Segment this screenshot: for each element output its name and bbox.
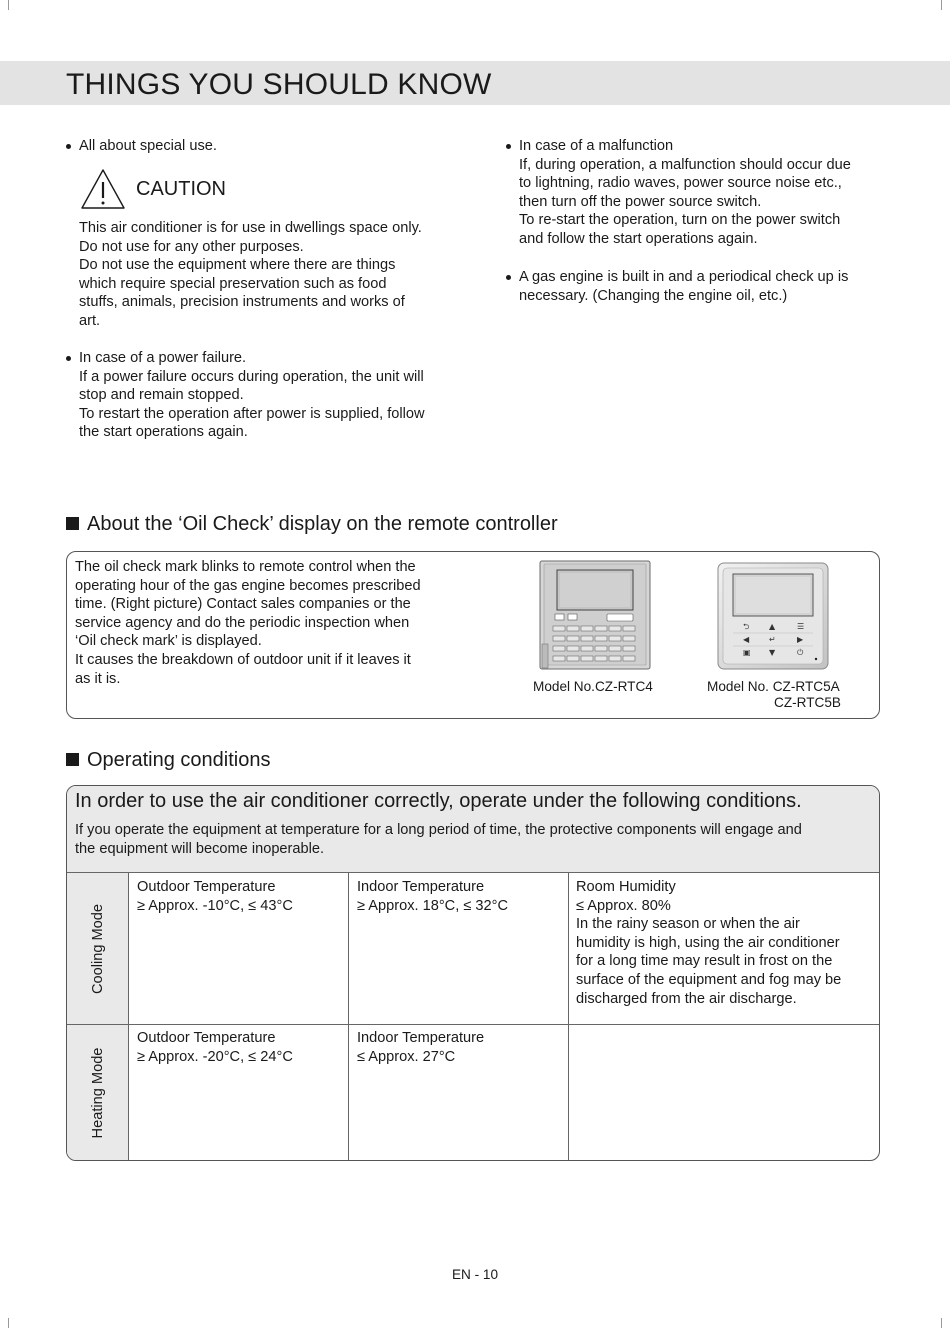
cell-title: Indoor Temperature bbox=[357, 1030, 485, 1046]
text-line: as it is. bbox=[75, 670, 121, 687]
text-line: Do not use the equipment where there are things bbox=[79, 257, 396, 274]
operating-conditions-table bbox=[66, 785, 880, 1161]
text-line: humidity is high, using the air conditioner bbox=[576, 934, 840, 951]
operating-heading-text: Operating conditions bbox=[87, 749, 271, 771]
cell-title: Outdoor Temperature bbox=[137, 1030, 276, 1046]
oil-check-heading bbox=[66, 513, 558, 536]
text-line: If you operate the equipment at temperature for a long period of time, the protective components will engage and bbox=[75, 822, 802, 838]
svg-text:▲: ▲ bbox=[769, 622, 776, 631]
cell-value: ≤ Approx. 80% bbox=[576, 897, 671, 914]
text-line: Do not use for any other purposes. bbox=[79, 238, 304, 255]
text-line: This air conditioner is for use in dwellings space only. bbox=[79, 220, 422, 236]
text-line: discharged from the air discharge. bbox=[576, 990, 797, 1007]
text-line: ‘Oil check mark’ is displayed. bbox=[75, 633, 262, 650]
cell-value: ≥ Approx. 18°C, ≤ 32°C bbox=[357, 897, 508, 914]
text-line: In the rainy season or when the air bbox=[576, 916, 800, 933]
text-line: and follow the start operations again. bbox=[519, 230, 758, 247]
oil-check-heading-text: About the ‘Oil Check’ display on the remote controller bbox=[87, 513, 558, 535]
conditions-main-line: In order to use the air conditioner correctly, operate under the following conditions. bbox=[75, 790, 802, 812]
svg-text:☰: ☰ bbox=[797, 622, 805, 631]
svg-text:▼: ▼ bbox=[769, 648, 776, 657]
cell-title: Outdoor Temperature bbox=[137, 879, 276, 895]
text-line: stuffs, animals, precision instruments and works of bbox=[79, 294, 405, 311]
text-line: To re-start the operation, turn on the power switch bbox=[519, 212, 841, 229]
text-line: surface of the equipment and fog may be bbox=[576, 971, 842, 988]
heating-outdoor-cell bbox=[137, 1029, 342, 1066]
crop-mark bbox=[941, 1318, 942, 1328]
cell-value: ≥ Approx. -20°C, ≤ 24°C bbox=[137, 1048, 293, 1065]
page-title: THINGS YOU SHOULD KNOW bbox=[66, 68, 492, 101]
cell-value: ≥ Approx. -10°C, ≤ 43°C bbox=[137, 897, 293, 914]
gas-engine-line: A gas engine is built in and a periodical check up is bbox=[506, 268, 906, 287]
svg-text:▶: ▶ bbox=[797, 635, 804, 644]
text-line: time. (Right picture) Contact sales companies or the bbox=[75, 596, 411, 613]
text-line: It causes the breakdown of outdoor unit if it leaves it bbox=[75, 651, 411, 668]
cooling-mode-cell bbox=[67, 873, 129, 1024]
model-label-rtc4: Model No.CZ-RTC4 bbox=[533, 679, 653, 694]
crop-mark bbox=[8, 1318, 9, 1328]
svg-text:◀: ◀ bbox=[743, 635, 750, 644]
cell-title: Indoor Temperature bbox=[357, 879, 485, 895]
heating-indoor-cell bbox=[357, 1029, 562, 1066]
crop-mark bbox=[941, 0, 942, 10]
cell-title: Room Humidity bbox=[576, 879, 676, 895]
conditions-sub-text bbox=[75, 821, 802, 858]
warning-triangle-icon bbox=[80, 168, 126, 210]
oil-check-text bbox=[75, 558, 421, 688]
heating-mode-cell bbox=[67, 1025, 129, 1161]
operating-conditions-heading bbox=[66, 749, 270, 772]
model-label-rtc5b: CZ-RTC5B bbox=[774, 695, 841, 710]
text-line: stop and remain stopped. bbox=[79, 387, 244, 404]
svg-text:↵: ↵ bbox=[769, 635, 776, 644]
text-line: to lightning, radio waves, power source noise etc., bbox=[519, 175, 842, 192]
text-line: the start operations again. bbox=[79, 424, 248, 441]
text-line: service agency and do the periodic inspection when bbox=[75, 614, 410, 631]
svg-text:⏻: ⏻ bbox=[797, 648, 804, 657]
row-divider bbox=[67, 1024, 879, 1025]
text-line: If, during operation, a malfunction should occur due bbox=[519, 156, 851, 173]
column-divider bbox=[568, 873, 569, 1160]
text-line: the equipment will become inoperable. bbox=[75, 840, 325, 857]
malfunction-section bbox=[506, 137, 906, 249]
svg-text:⮌: ⮌ bbox=[743, 622, 750, 631]
remote-controller-rtc5-image bbox=[717, 562, 829, 670]
cooling-outdoor-cell bbox=[137, 878, 342, 915]
page-number: EN - 10 bbox=[451, 1267, 499, 1282]
power-failure-heading: In case of a power failure. bbox=[66, 349, 466, 368]
text-line: then turn off the power source switch. bbox=[519, 193, 762, 210]
special-use-heading: All about special use. bbox=[66, 137, 466, 156]
cooling-humidity-cell bbox=[576, 878, 876, 1008]
remote-controller-rtc4-image bbox=[539, 560, 651, 672]
square-bullet-icon bbox=[66, 517, 79, 530]
cell-value: ≤ Approx. 27°C bbox=[357, 1048, 456, 1065]
text-line: If a power failure occurs during operation, the unit will bbox=[79, 368, 424, 385]
crop-mark bbox=[8, 0, 9, 10]
gas-engine-section bbox=[506, 268, 906, 305]
model-label-rtc5a: Model No. CZ-RTC5A bbox=[707, 679, 840, 694]
text-line: The oil check mark blinks to remote control when the bbox=[75, 559, 416, 575]
text-line: art. bbox=[79, 312, 101, 329]
text-line: operating hour of the gas engine becomes prescribed bbox=[75, 577, 421, 594]
svg-text:▣: ▣ bbox=[743, 648, 751, 657]
cooling-indoor-cell bbox=[357, 878, 562, 915]
text-line: which require special preservation such as food bbox=[79, 275, 387, 292]
caution-label: CAUTION bbox=[136, 178, 226, 200]
text-line: necessary. (Changing the engine oil, etc.) bbox=[519, 287, 788, 304]
cooling-mode-label: Cooling Mode bbox=[89, 903, 106, 994]
oil-check-box bbox=[66, 551, 880, 719]
text-line: for a long time may result in frost on the bbox=[576, 953, 833, 970]
special-use-section bbox=[66, 137, 466, 156]
heating-mode-label: Heating Mode bbox=[89, 1047, 106, 1139]
power-failure-section bbox=[66, 349, 466, 442]
malfunction-heading: In case of a malfunction bbox=[506, 137, 906, 156]
column-divider bbox=[348, 873, 349, 1160]
text-line: To restart the operation after power is supplied, follow bbox=[79, 405, 425, 422]
special-use-text bbox=[66, 219, 466, 331]
conditions-intro bbox=[67, 786, 879, 873]
square-bullet-icon bbox=[66, 753, 79, 766]
